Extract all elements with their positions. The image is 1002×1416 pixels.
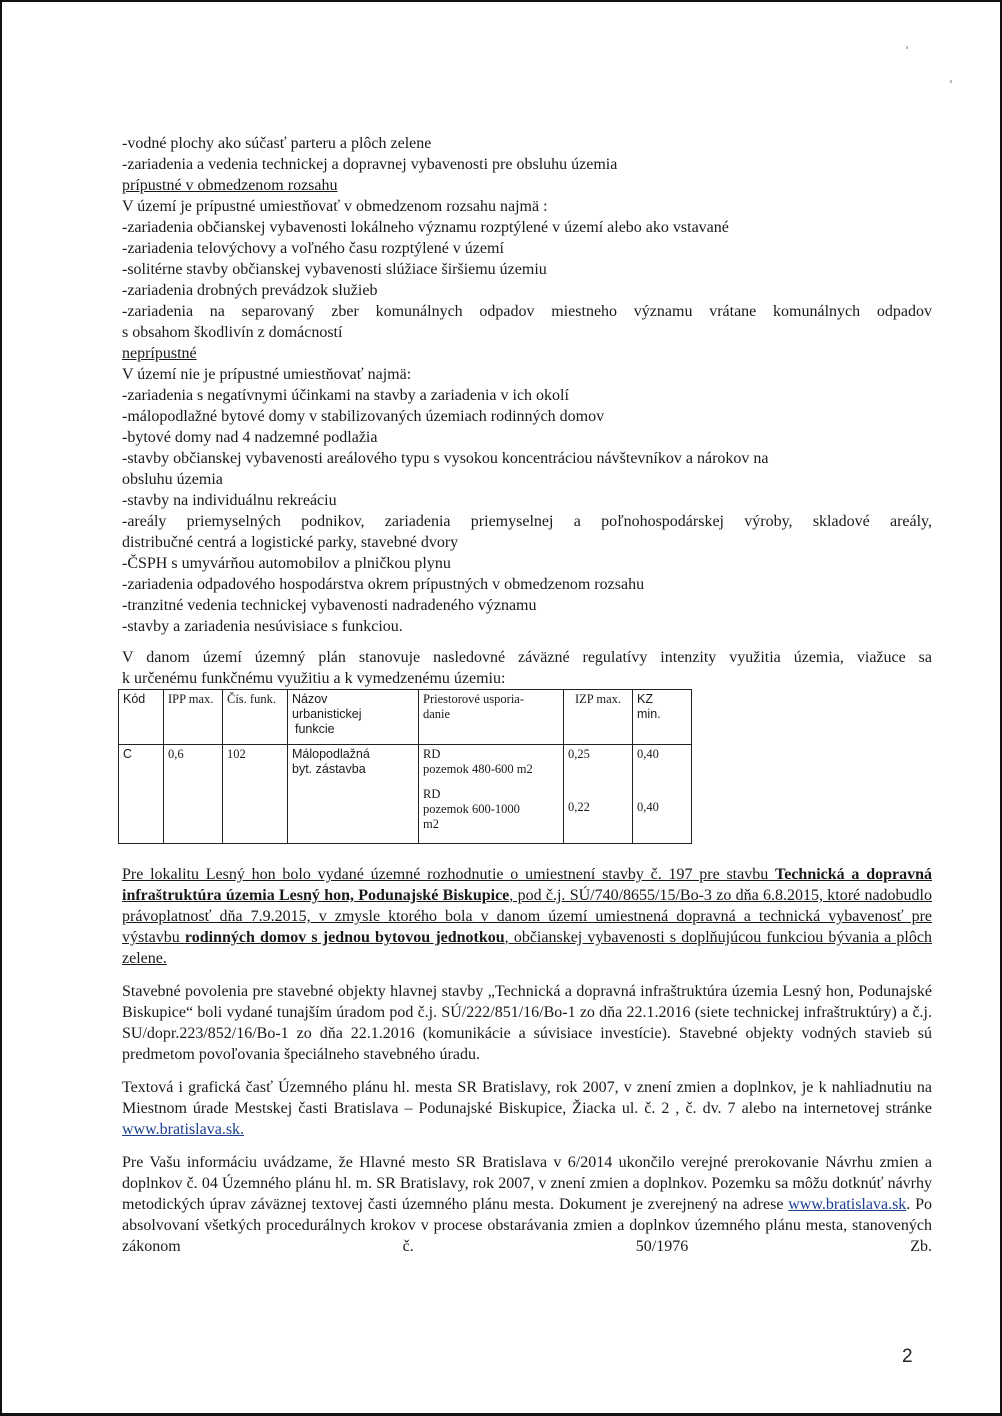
- list-item: -zariadenia a vedenia technickej a dopravnej vybavenosti pre obsluhu územia: [122, 156, 618, 173]
- list-item: -stavby a zariadenia nesúvisiace s funkciou.: [122, 618, 403, 635]
- header-line: Priestorové usporia-: [423, 692, 525, 706]
- decision-paragraph: [122, 864, 932, 969]
- cell-ipp-max: 0,6: [164, 745, 223, 844]
- regulation-intro: V danom území územný plán stanovuje nasledovné záväzné regulatívy intenzity využitia územia, viažuce sa: [122, 649, 932, 666]
- header-kz-min: [633, 690, 692, 745]
- list-item: -areály priemyselných podnikov, zariadenia priemyselnej a poľnohospodárskej výroby, skladové areály,: [122, 513, 932, 530]
- scan-speck: [950, 80, 952, 83]
- cell-cis-funk: 102: [223, 745, 288, 844]
- list-item: -zariadenia odpadového hospodárstva okrem prípustných v obmedzenom rozsahu: [122, 576, 645, 593]
- permits-paragraph: Stavebné povolenia pre stavebné objekty hlavnej stavby „Technická a dopravná infraštruktúra územia Lesný hon, Podunajské Biskupice“ boli vydané tunajším úradom pod č.j. SÚ/222/851/16/Bo-1 zo dňa 22.1.2016 (siete technickej infraštruktúry) a č.j. SU/dopr.223/852/16/Bo-1 zo dňa 22.1.2016 (komunikácie a súvisiace investície). Stavebné objekty vodných stavieb sú predmetom povoľovania špeciálneho stavebného úradu.: [122, 983, 932, 1063]
- paragraph-bold: rodinných domov s jednou bytovou jednotkou: [184, 929, 505, 946]
- header-line: min.: [637, 707, 661, 721]
- plan-paragraph: [122, 1077, 932, 1140]
- header-izp-max: IZP max.: [564, 690, 633, 745]
- scan-speck: [906, 46, 908, 49]
- header-line: urbanistickej: [292, 707, 362, 721]
- paragraph-text: , pod č.j. SÚ/740/8655/15/Bo-3 zo dňa 6.8.2015, ktoré nadobudlo právoplatnosť dňa 7.9.2015, v zmysle ktorého bola v danom území umiestnená dopravná a technická vybavenosť pre výstavbu: [122, 887, 932, 946]
- cell-line: Málopodlažná: [292, 747, 370, 761]
- cell-line: pozemok 600-1000: [423, 802, 520, 816]
- bratislava-link[interactable]: www.bratislava.sk.: [122, 1121, 245, 1138]
- list-item: -zariadenia na separovaný zber komunálnych odpadov miestneho významu vrátane komunálnych odpadov: [122, 303, 932, 320]
- list-item: -zariadenia s negatívnymi účinkami na stavby a zariadenia v ich okolí: [122, 387, 569, 404]
- header-priestorove: [419, 690, 564, 745]
- list-item: -málopodlažné bytové domy v stabilizovaných územiach rodinných domov: [122, 408, 605, 425]
- cell-kz-min: [633, 745, 692, 844]
- paragraph-text: , občianskej vybavenosti s doplňujúcou funkciou bývania a plôch zelene.: [122, 929, 932, 967]
- section-heading-limited: prípustné v obmedzenom rozsahu: [122, 177, 338, 194]
- cell-line: m2: [423, 817, 439, 831]
- header-cis-funk: Čís. funk.: [223, 690, 288, 745]
- table-row: [119, 745, 692, 844]
- list-item: -stavby na individuálnu rekreáciu: [122, 492, 337, 509]
- cell-kod: C: [119, 745, 164, 844]
- list-item: -solitérne stavby občianskej vybavenosti slúžiace širšiemu územiu: [122, 261, 547, 278]
- cell-priestorove: [419, 745, 564, 844]
- header-line: funkcie: [295, 722, 335, 736]
- header-kod: Kód: [119, 690, 164, 745]
- header-nazov: [288, 690, 419, 745]
- table-header-row: [119, 690, 692, 745]
- header-ipp-max: IPP max.: [164, 690, 223, 745]
- info-paragraph: [122, 1152, 932, 1257]
- list-item: -tranzitné vedenia technickej vybavenosti nadradeného významu: [122, 597, 537, 614]
- page-number: 2: [902, 1346, 913, 1367]
- list-item: -zariadenia drobných prevádzok služieb: [122, 282, 378, 299]
- cell-line: RD: [423, 747, 441, 761]
- list-item-continuation: distribučné centrá a logistické parky, stavebné dvory: [122, 534, 459, 551]
- paragraph-text: Pre lokalitu Lesný hon bolo vydané územné rozhodnutie o umiestnení stavby č. 197 pre stavbu: [122, 866, 776, 883]
- cell-line: 0,22: [568, 800, 590, 814]
- paragraph-bold: Technická a dopravná infraštruktúra územia Lesný hon, Podunajské Biskupice: [122, 866, 933, 904]
- list-item: -ČSPH s umyvárňou automobilov a plničkou plynu: [122, 555, 451, 572]
- cell-line: 0,40: [637, 800, 659, 814]
- cell-line: byt. zástavba: [292, 762, 366, 776]
- list-item: -zariadenia telovýchovy a voľného času rozptýlené v území: [122, 240, 504, 257]
- list-item: -zariadenia občianskej vybavenosti lokálneho významu rozptýlené v území alebo ako vstavané: [122, 219, 729, 236]
- list-item-continuation: s obsahom škodlivín z domácností: [122, 324, 343, 341]
- document-body: [122, 133, 932, 1257]
- header-line: KZ: [637, 692, 653, 706]
- cell-line: RD: [423, 787, 441, 801]
- section-intro: V území nie je prípustné umiestňovať najmä:: [122, 366, 412, 383]
- header-line: Názov: [292, 692, 328, 706]
- list-item: -vodné plochy ako súčasť parteru a plôch zelene: [122, 135, 432, 152]
- cell-line: 0,40: [637, 747, 659, 761]
- paragraph-text: . Po absolvovaní všetkých procedurálnych krokov v procese obstarávania zmien a doplnkov územného plánu mesta, stanovených zákonom č. 50/1976 Zb.: [122, 1196, 933, 1255]
- regulation-intro: k určenému funkčnému využitiu a k vymedzenému územiu:: [122, 670, 506, 687]
- cell-line: 0,25: [568, 747, 590, 761]
- cell-line: pozemok 480-600 m2: [423, 762, 533, 776]
- bratislava-link[interactable]: www.bratislava.sk: [788, 1196, 907, 1213]
- list-item-continuation: obsluhu územia: [122, 471, 223, 488]
- header-line: danie: [423, 707, 451, 721]
- list-item: -bytové domy nad 4 nadzemné podlažia: [122, 429, 378, 446]
- cell-izp-max: [564, 745, 633, 844]
- section-heading-forbidden: neprípustné: [122, 345, 197, 362]
- paragraph-text: Pre Vašu informáciu uvádzame, že Hlavné mesto SR Bratislava v 6/2014 ukončilo verejné prerokovanie Návrhu zmien a doplnkov č. 04 Územného plánu hl. m. SR Bratislavy, rok 2007, v znení zmien a doplnkov. Pozemku sa môžu dotknúť návrhy metodických úprav záväznej textovej časti územného plánu mesta. Dokument je zverejnený na adrese: [122, 1154, 932, 1213]
- section-intro: V území je prípustné umiestňovať v obmedzenom rozsahu najmä :: [122, 198, 548, 215]
- regulation-table: [118, 689, 692, 844]
- list-item: -stavby občianskej vybavenosti areálového typu s vysokou koncentráciou návštevníkov a nárokov na: [122, 450, 769, 467]
- cell-nazov: [288, 745, 419, 844]
- paragraph-text: Textová i grafická časť Územného plánu hl. mesta SR Bratislavy, rok 2007, v znení zmien a doplnkov, je k nahliadnutiu na Miestnom úrade Mestskej časti Bratislava – Podunajské Biskupice, Žiacka ul. č. 2 , č. dv. 7 alebo na internetovej stránke: [122, 1079, 932, 1117]
